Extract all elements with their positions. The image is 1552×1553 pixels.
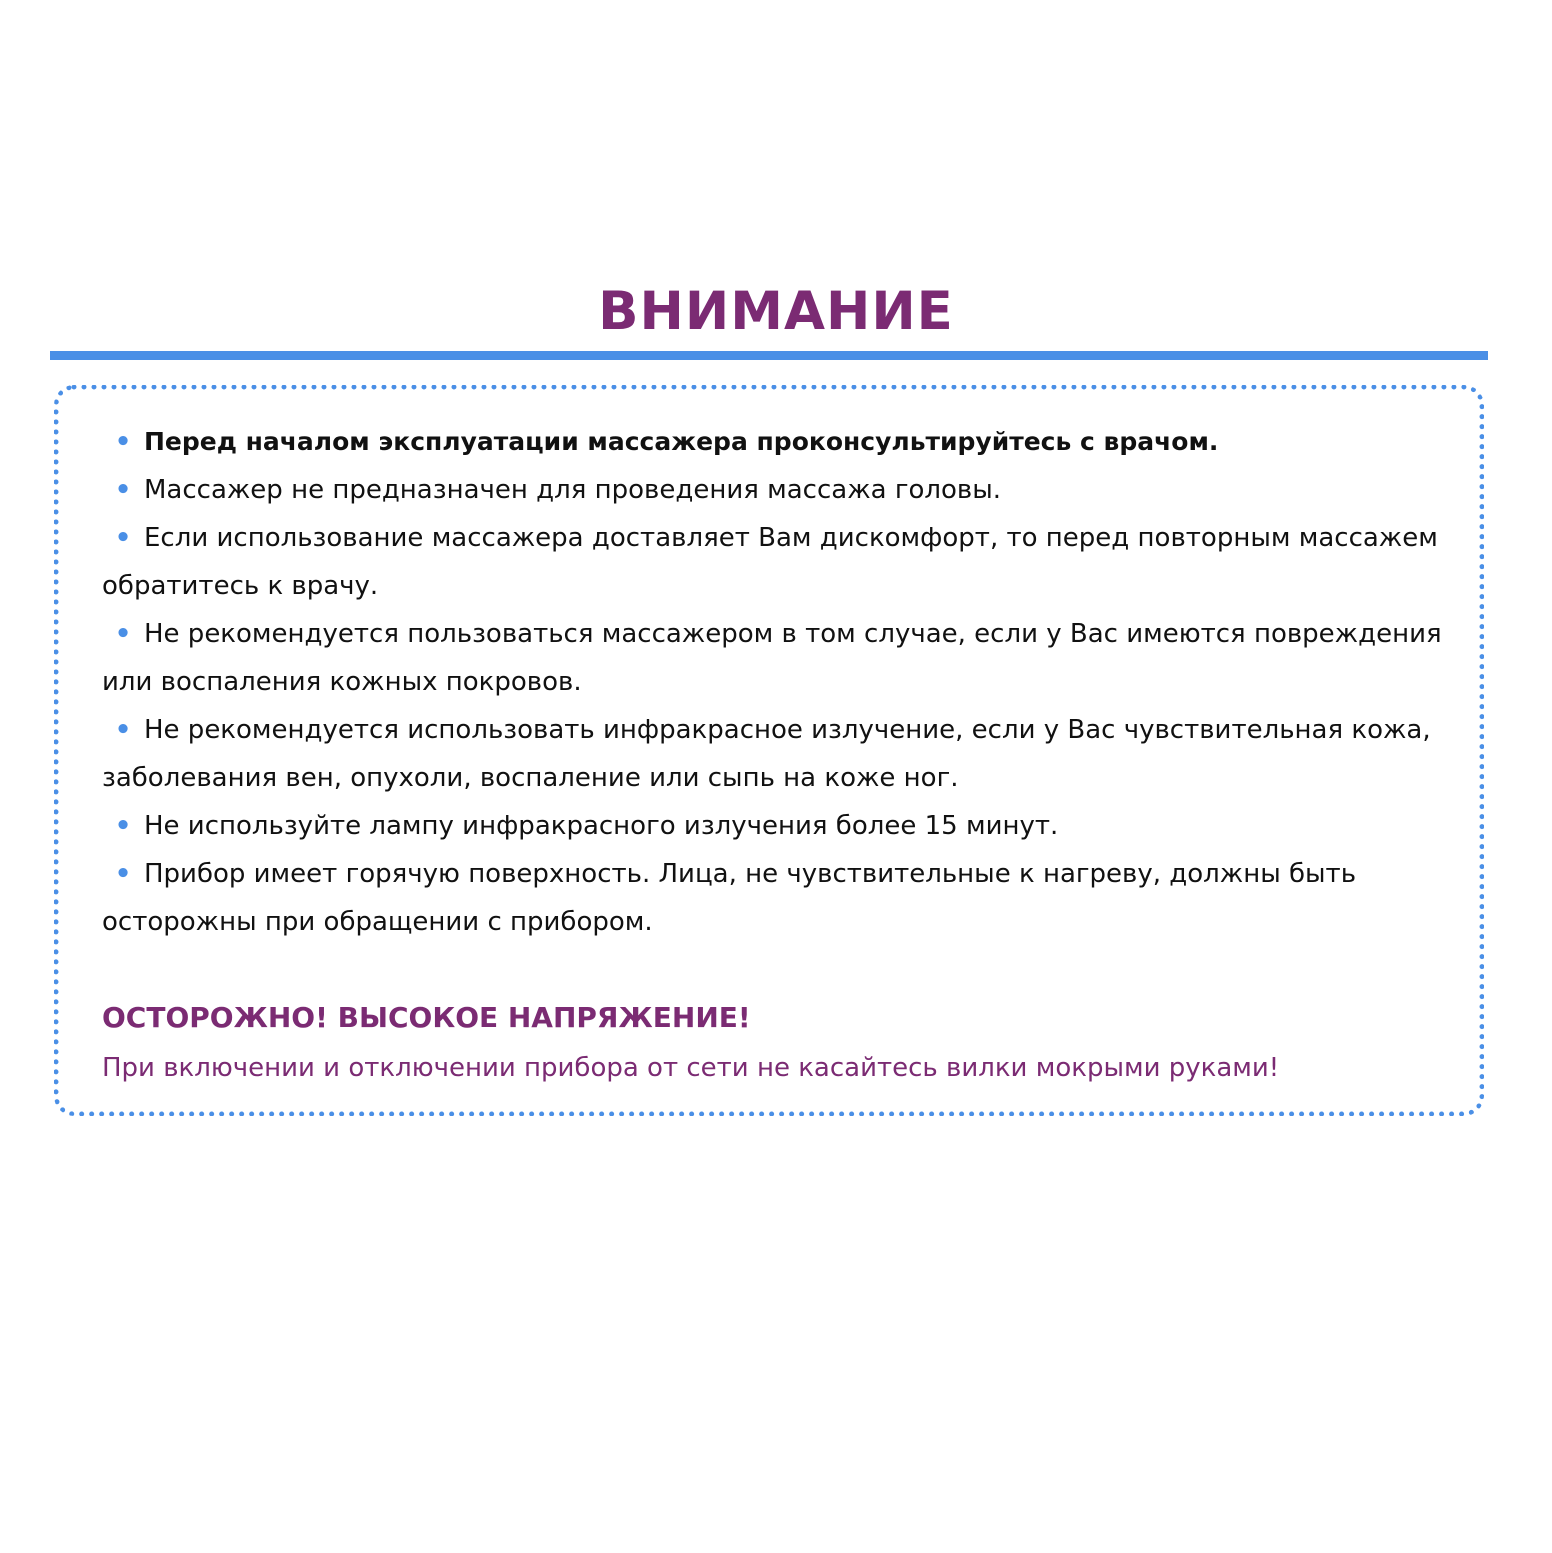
bullet-icon: • <box>114 523 132 553</box>
list-item-text: Если использование массажера доставляет Вам дискомфорт, то перед повторным массажем обратитесь к врачу. <box>102 523 1438 601</box>
title-divider <box>50 351 1488 360</box>
list-item <box>102 802 1462 850</box>
notice-list <box>102 418 1462 946</box>
list-item <box>102 706 1462 802</box>
bullet-icon: • <box>114 427 132 457</box>
list-item-text: Не используйте лампу инфракрасного излучения более 15 минут. <box>144 811 1059 841</box>
list-item <box>102 514 1462 610</box>
list-item-text: Не рекомендуется пользоваться массажером в том случае, если у Вас имеются повреждения или воспаления кожных покровов. <box>102 619 1442 697</box>
warning-text: При включении и отключении прибора от сети не касайтесь вилки мокрыми руками! <box>102 1053 1280 1083</box>
list-item <box>102 418 1462 466</box>
bullet-icon: • <box>114 811 132 841</box>
high-voltage-warning <box>102 996 1462 1092</box>
bullet-icon: • <box>114 619 132 649</box>
bullet-icon: • <box>114 475 132 505</box>
warning-heading: ОСТОРОЖНО! ВЫСОКОЕ НАПРЯЖЕНИЕ! <box>102 1001 751 1034</box>
list-item-text: Перед началом эксплуатации массажера проконсультируйтесь с врачом. <box>144 427 1219 456</box>
page-title: ВНИМАНИЕ <box>598 281 954 342</box>
list-item-text: Не рекомендуется использовать инфракрасное излучение, если у Вас чувствительная кожа, заболевания вен, опухоли, воспаление или сыпь на коже ног. <box>102 715 1431 793</box>
list-item <box>102 610 1462 706</box>
list-item-text: Прибор имеет горячую поверхность. Лица, не чувствительные к нагреву, должны быть осторожны при обращении с прибором. <box>102 859 1357 937</box>
list-item-text: Массажер не предназначен для проведения массажа головы. <box>144 475 1002 505</box>
bullet-icon: • <box>114 715 132 745</box>
bullet-icon: • <box>114 859 132 889</box>
list-item <box>102 466 1462 514</box>
list-item <box>102 850 1462 946</box>
